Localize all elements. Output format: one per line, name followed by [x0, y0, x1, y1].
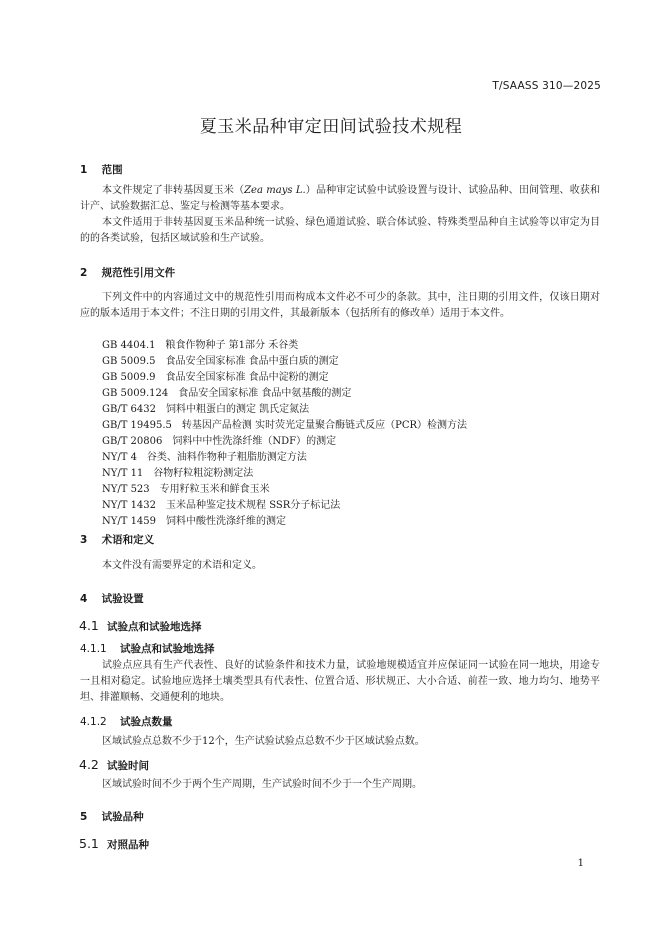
- section-number: 4: [80, 593, 88, 605]
- references-intro: 下列文件中的内容通过文中的规范性引用而构成本文件必不可少的条款。其中，注日期的引用文件，仅该日期对应的版本适用于本文件；不注日期的引用文件，其最新版本（包括所有的修改单）适用于本文件。: [80, 292, 600, 319]
- terms-paragraph: 本文件没有需要界定的术语和定义。: [102, 560, 262, 571]
- section-number: 3: [80, 534, 88, 546]
- reference-item: NY/T 11 谷物籽粒粗淀粉测定法: [102, 468, 254, 479]
- section-4-heading: [80, 591, 144, 606]
- reference-item: GB 5009.9 食品安全国家标准 食品中淀粉的测定: [102, 372, 329, 383]
- site-selection-paragraph: 试验点应具有生产代表性、良好的试验条件和技术力量，试验地规模适宜并应保证同一试验在同一地块，用途专一且相对稳定。试验地应选择土壤类型具有代表性、位置合适、形状规正、大小合适、前茬一致、地力均匀、地势平坦、排灌顺畅、交通便利的地块。: [80, 660, 600, 703]
- page-number: 1: [577, 858, 584, 869]
- reference-item: GB/T 19495.5 转基因产品检测 实时荧光定量聚合酶链式反应（PCR）检测方法: [102, 420, 467, 431]
- section-number: 4.1: [79, 618, 99, 633]
- standard-number: T/SAASS 310—2025: [492, 80, 601, 92]
- section-3-heading: [80, 532, 154, 547]
- scope-text-a: 本文件规定了非转基因夏玉米（: [102, 185, 245, 196]
- section-5-1-heading: [79, 836, 149, 852]
- section-4-1-1-heading: [80, 641, 215, 656]
- section-title: 试验时间: [107, 760, 149, 772]
- section-number: 4.1.2: [80, 716, 107, 728]
- section-number: 1: [80, 164, 88, 176]
- section-title: 规范性引用文件: [101, 267, 176, 279]
- section-title: 试验点和试验地选择: [120, 643, 215, 655]
- section-title: 术语和定义: [101, 534, 155, 546]
- document-title: 夏玉米品种审定田间试验技术规程: [199, 117, 463, 137]
- reference-item: GB/T 6432 饲料中粗蛋白的测定 凯氏定氮法: [102, 404, 310, 415]
- latin-name: Zea mays L.: [244, 185, 306, 196]
- reference-list: [102, 338, 602, 530]
- section-title: 试验设置: [101, 593, 144, 605]
- scope-paragraph-2: 本文件适用于非转基因夏玉米品种统一试验、绿色通道试验、联合体试验、特殊类型品种自主试验等以审定为目的的各类试验，包括区域试验和生产试验。: [80, 217, 600, 244]
- section-number: 5: [80, 811, 88, 823]
- section-number: 4.1.1: [80, 643, 107, 655]
- reference-item: GB 5009.5 食品安全国家标准 食品中蛋白质的测定: [102, 356, 339, 367]
- section-title: 试验点数量: [120, 716, 173, 728]
- section-5-heading: [80, 809, 144, 824]
- duration-paragraph: 区域试验时间不少于两个生产周期，生产试验时间不少于一个生产周期。: [102, 779, 422, 790]
- section-number: 5.1: [79, 836, 99, 851]
- section-title: 范围: [101, 164, 123, 176]
- section-1-heading: [80, 162, 123, 177]
- reference-item: NY/T 523 专用籽粒玉米和鲜食玉米: [102, 484, 270, 495]
- section-number: 4.2: [79, 757, 99, 772]
- reference-item: NY/T 1432 玉米品种鉴定技术规程 SSR分子标记法: [102, 500, 341, 511]
- scope-paragraph-1: [80, 183, 600, 215]
- section-title: 试验点和试验地选择: [107, 621, 202, 633]
- section-title: 对照品种: [107, 839, 149, 851]
- reference-item: GB 5009.124 食品安全国家标准 食品中氨基酸的测定: [102, 388, 352, 399]
- section-4-1-heading: [79, 618, 202, 634]
- scope-text-b: ）品种审定试验中试验设置与设计、试验品种、田间管理、收获和计产、试验数据汇总、鉴定与检测等基本要求。: [80, 185, 601, 212]
- reference-item: GB/T 20806 饲料中中性洗涤纤维（NDF）的测定: [102, 436, 337, 447]
- reference-item: GB 4404.1 粮食作物种子 第1部分 禾谷类: [102, 340, 299, 351]
- section-2-heading: [80, 265, 175, 280]
- site-count-paragraph: 区域试验点总数不少于12个，生产试验试验点总数不少于区域试验点数。: [102, 736, 425, 747]
- reference-item: NY/T 1459 饲料中酸性洗涤纤维的测定: [102, 516, 287, 527]
- section-title: 试验品种: [101, 811, 144, 823]
- section-4-1-2-heading: [80, 714, 173, 729]
- section-number: 2: [80, 267, 88, 279]
- reference-item: NY/T 4 谷类、油料作物种子粗脂肪测定方法: [102, 452, 307, 463]
- section-4-2-heading: [79, 757, 149, 773]
